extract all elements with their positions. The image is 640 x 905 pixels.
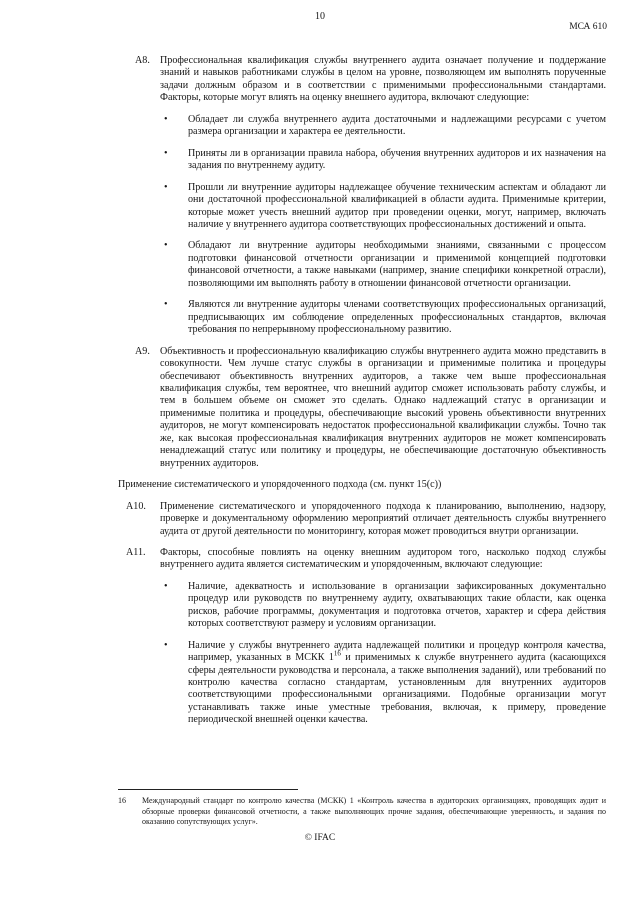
paragraph-label: A10.	[126, 500, 146, 512]
list-item-text: Обладает ли служба внутреннего аудита достаточными и надлежащими ресурсами с учетом размера организации и характера ее деятельности.	[188, 113, 606, 138]
copyright: © IFAC	[304, 833, 336, 843]
footnote	[118, 796, 606, 828]
bullet-icon: •	[164, 639, 168, 651]
bullet-icon: •	[164, 240, 168, 252]
list-item-text: Приняты ли в организации правила набора, обучения внутренних аудиторов и их назначения на задания по внутреннему аудиту.	[188, 147, 606, 172]
list-item-text	[188, 640, 606, 726]
bullet-icon: •	[164, 147, 168, 159]
bullet-icon: •	[164, 299, 168, 311]
paragraph-label: A9.	[135, 345, 150, 357]
bullet-icon: •	[164, 181, 168, 193]
paragraph-text: Факторы, способные повлиять на оценку внешним аудитором того, насколько подход службы внутреннего аудита является систематическим и упорядоченным, включают следующие:	[160, 546, 606, 571]
list-item	[160, 581, 606, 631]
paragraph-a11	[118, 547, 606, 727]
paragraph-a9	[118, 346, 606, 471]
list-item	[160, 640, 606, 727]
list-item-text-end: и применимых к службе внутреннего аудита (касающихся сферы деятельности руководства и персонала, а также выполнения заданий), или требований по контролю качества согласно стандартам, установленным для внутренних аудиторов соответствующими профессиональными организациями. Подобные организации могут устанавливать также иные уместные требования, включая, к примеру, проведение периодической внешней оценки качества.	[188, 652, 607, 726]
standard-code: МСА 610	[569, 22, 607, 32]
list-item-text-start: Наличие у службы внутреннего аудита надлежащей политики и процедур контроля качества, например, указанных в МСКК 1	[188, 639, 606, 664]
list-item	[160, 148, 606, 173]
footnote-reference[interactable]: 16	[333, 649, 341, 658]
list-item-text: Являются ли внутренние аудиторы членами соответствующих профессиональных организаций, предписывающих им соблюдение определенных профессиональных стандартов, включая требования по непрерывному профессиональному развитию.	[188, 299, 606, 336]
paragraph-a8	[118, 55, 606, 337]
bullet-icon: •	[164, 113, 168, 125]
section-heading: Применение систематического и упорядоченного подхода (см. пункт 15(c))	[118, 479, 442, 491]
paragraph-text: Профессиональная квалификация службы внутреннего аудита означает получение и поддержание знаний и навыков работниками службы в целом на уровне, позволяющем им выполнять порученные задачи должным образом и в соответствии с применимыми профессиональными стандартами. Факторы, которые могут влиять на оценку внешнего аудитора, включают следующие:	[160, 55, 606, 104]
list-item	[160, 240, 606, 290]
paragraph-label: A8.	[135, 55, 150, 66]
list-item-text: Прошли ли внутренние аудиторы надлежащее обучение техническим аспектам и обладают ли они достаточной профессиональной квалификацией в области аудита. Применимые критерии, которые может учесть внешний аудитор при проведении оценки, могут, например, включать наличие у внутреннего аудитора соответствующих профессиональных достижений и опыта.	[188, 181, 606, 230]
paragraph-text: Объективность и профессиональную квалификацию службы внутреннего аудита можно представить в совокупности. Чем лучше статус службы в организации и применимые политика и процедуры обеспечивают объективность внутренних аудиторов, а также чем выше профессиональная квалификация службы, тем вероятнее, что внешний аудитор сможет использовать работу службы, и тем в большем объеме он сможет это сделать. Однако надлежащий статус в организации и применимые политика и процедуры, обеспечивающие высокий уровень объективности внутренних аудиторов, не могут компенсировать недостаток профессиональной квалификации службы. Точно так же, как высокая профессиональная квалификация внутренних аудиторов не может компенсировать ненадлежащий статус или политику и процедуры, не обеспечивающие достаточную объективность внутренних аудиторов.	[160, 345, 606, 469]
list-item	[160, 182, 606, 232]
bullet-list	[160, 581, 606, 727]
paragraph-a10	[118, 501, 606, 538]
page-number: 10	[315, 11, 325, 22]
list-item-text: Обладают ли внутренние аудиторы необходимыми знаниями, связанными с процессом подготовки финансовой отчетности организации и применимой концепцией подготовки финансовой отчетности, а также навыками (например, знание специфики конкретной отрасли), позволяющими им выполнять работу в отношении финансовой отчетности организации.	[188, 240, 606, 289]
main-content	[118, 55, 606, 736]
paragraph-label: A11.	[126, 546, 146, 558]
bullet-icon: •	[164, 580, 168, 592]
list-item	[160, 299, 606, 336]
list-item	[160, 114, 606, 139]
paragraph-text: Применение систематического и упорядоченного подхода к планированию, выполнению, надзору, проверке и документальному оформлению мероприятий отличает деятельность службы внутреннего аудита от другой деятельности по мониторингу, которая может проводиться внутри организации.	[160, 500, 606, 537]
bullet-list	[160, 114, 606, 337]
footnote-text: Международный стандарт по контролю качества (МСКК) 1 «Контроль качества в аудиторских организациях, проводящих аудит и обзорные проверки финансовой отчетности, а также выполняющих прочие задания, обеспечивающие уверенность, и задания по оказанию сопутствующих услуг».	[142, 796, 606, 827]
footnote-number: 16	[118, 796, 126, 805]
list-item-text: Наличие, адекватность и использование в организации зафиксированных документально процедур или руководств по внутреннему аудиту, охватывающих такие области, как оценка рисков, рабочие программы, документация и подготовка отчетов, характер и сфера действия которых соответствуют размеру и условиям организации.	[188, 580, 606, 630]
footnote-divider	[118, 789, 298, 790]
